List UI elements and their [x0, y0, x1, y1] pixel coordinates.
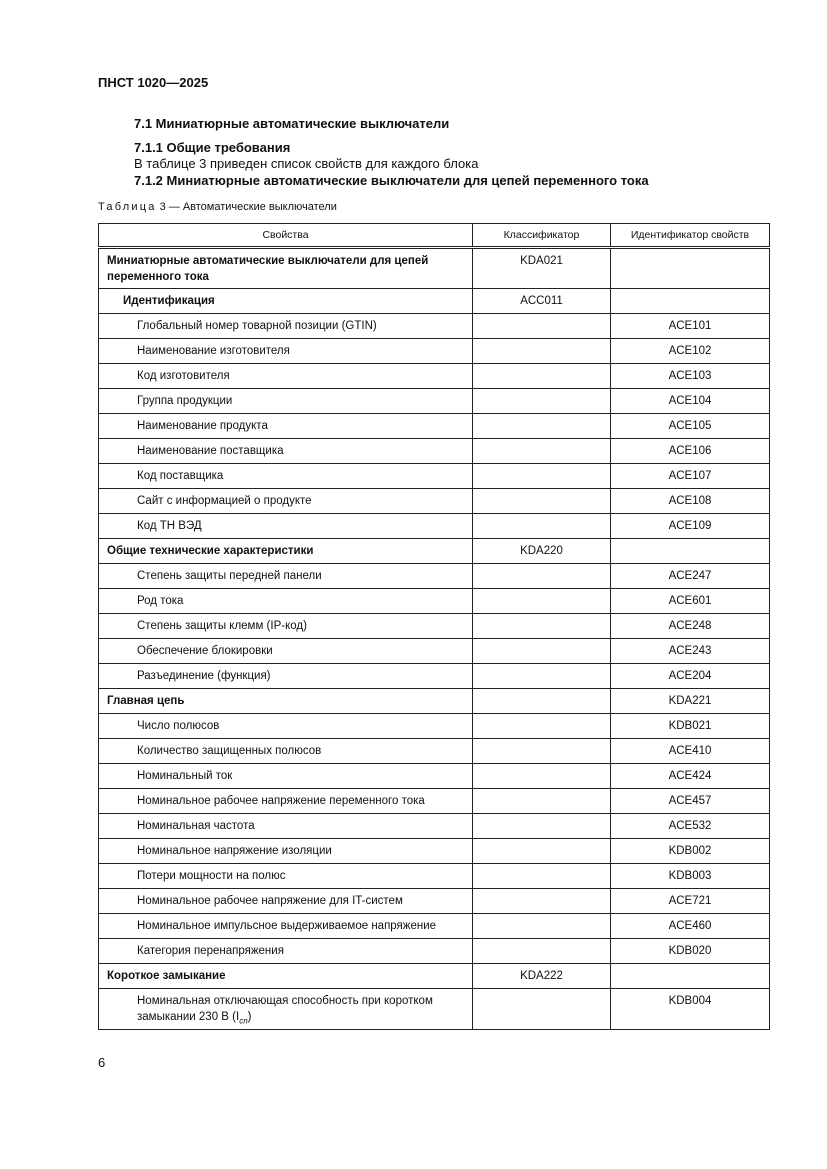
cell-classifier: [473, 514, 611, 539]
table-row: [99, 289, 770, 314]
property-label: Номинальная частота: [137, 820, 255, 832]
property-label: Код изготовителя: [137, 370, 230, 382]
property-label: Номинальное рабочее напряжение для IT-систем: [137, 895, 403, 907]
table-caption-title: 3 — Автоматические выключатели: [156, 201, 337, 213]
cell-property: [99, 589, 473, 614]
cell-classifier: KDA220: [473, 539, 611, 564]
cell-classifier: KDA021: [473, 248, 611, 289]
property-label: Код ТН ВЭД: [137, 520, 202, 532]
table-row: [99, 564, 770, 589]
table-row: [99, 639, 770, 664]
cell-identifier: ACE410: [611, 739, 770, 764]
cell-classifier: [473, 489, 611, 514]
cell-identifier: KDA221: [611, 689, 770, 714]
cell-classifier: [473, 639, 611, 664]
property-label: Номинальный ток: [137, 770, 233, 782]
property-label: Степень защиты передней панели: [137, 570, 322, 582]
cell-classifier: [473, 339, 611, 364]
cell-classifier: [473, 814, 611, 839]
cell-classifier: [473, 864, 611, 889]
cell-identifier: [611, 248, 770, 289]
cell-property: [99, 664, 473, 689]
table-row: [99, 248, 770, 289]
cell-classifier: ACC011: [473, 289, 611, 314]
cell-property: [99, 314, 473, 339]
cell-identifier: ACE460: [611, 914, 770, 939]
page-number: 6: [98, 1055, 106, 1070]
cell-identifier: ACE721: [611, 889, 770, 914]
table-row: [99, 364, 770, 389]
column-header-properties: Свойства: [99, 224, 473, 248]
cell-identifier: ACE105: [611, 414, 770, 439]
cell-classifier: [473, 389, 611, 414]
property-label: Потери мощности на полюс: [137, 870, 286, 882]
table-row: [99, 439, 770, 464]
cell-identifier: [611, 964, 770, 989]
property-label: Код поставщика: [137, 470, 224, 482]
property-label: Главная цепь: [107, 695, 185, 707]
cell-classifier: [473, 839, 611, 864]
table-row: [99, 864, 770, 889]
cell-classifier: [473, 989, 611, 1030]
property-label: Идентификация: [123, 295, 215, 307]
table-row: [99, 389, 770, 414]
table-row: [99, 714, 770, 739]
table-row: [99, 689, 770, 714]
cell-property: [99, 489, 473, 514]
property-label: Номинальное импульсное выдерживаемое напряжение: [137, 920, 437, 932]
property-label: Разъединение (функция): [137, 670, 271, 682]
table-row: [99, 839, 770, 864]
cell-classifier: [473, 889, 611, 914]
cell-identifier: ACE457: [611, 789, 770, 814]
table-row: [99, 789, 770, 814]
cell-identifier: ACE247: [611, 564, 770, 589]
property-label: Группа продукции: [137, 395, 233, 407]
table-row: [99, 464, 770, 489]
table-row: [99, 764, 770, 789]
property-label: Число полюсов: [137, 720, 220, 732]
cell-property: [99, 989, 473, 1030]
cell-identifier: [611, 289, 770, 314]
cell-property: [99, 889, 473, 914]
cell-classifier: [473, 764, 611, 789]
cell-property: [99, 514, 473, 539]
section-text-7-1-1: В таблице 3 приведен список свойств для каждого блока: [134, 156, 479, 171]
cell-classifier: [473, 714, 611, 739]
cell-property: [99, 464, 473, 489]
cell-classifier: [473, 564, 611, 589]
section-heading-7-1: 7.1 Миниатюрные автоматические выключатели: [134, 116, 450, 131]
table-row: [99, 989, 770, 1030]
table-row: [99, 739, 770, 764]
cell-identifier: [611, 539, 770, 564]
cell-classifier: [473, 314, 611, 339]
cell-property: [99, 248, 473, 289]
property-label: Наименование продукта: [137, 420, 268, 432]
cell-identifier: KDB020: [611, 939, 770, 964]
cell-classifier: [473, 414, 611, 439]
property-label: Номинальное напряжение изоляции: [137, 845, 332, 857]
cell-classifier: [473, 614, 611, 639]
cell-property: [99, 839, 473, 864]
cell-property: [99, 914, 473, 939]
property-label: Обеспечение блокировки: [137, 645, 273, 657]
table-row: [99, 614, 770, 639]
table-row: [99, 314, 770, 339]
cell-classifier: [473, 664, 611, 689]
table-row: [99, 964, 770, 989]
cell-property: [99, 414, 473, 439]
cell-identifier: ACE204: [611, 664, 770, 689]
section-heading-7-1-2: 7.1.2 Миниатюрные автоматические выключатели для цепей переменного тока: [134, 173, 649, 188]
cell-property: [99, 289, 473, 314]
cell-classifier: [473, 789, 611, 814]
cell-identifier: ACE102: [611, 339, 770, 364]
cell-identifier: ACE424: [611, 764, 770, 789]
cell-classifier: [473, 439, 611, 464]
table-row: [99, 414, 770, 439]
cell-identifier: ACE109: [611, 514, 770, 539]
cell-property: [99, 614, 473, 639]
cell-identifier: KDB004: [611, 989, 770, 1030]
cell-property: [99, 864, 473, 889]
table-row: [99, 889, 770, 914]
cell-property: [99, 639, 473, 664]
cell-property: [99, 539, 473, 564]
cell-classifier: [473, 464, 611, 489]
cell-identifier: ACE103: [611, 364, 770, 389]
properties-table: [98, 223, 770, 1030]
table-row: [99, 589, 770, 614]
cell-property: [99, 739, 473, 764]
table-row: [99, 339, 770, 364]
cell-property: [99, 714, 473, 739]
cell-property: [99, 339, 473, 364]
cell-identifier: ACE104: [611, 389, 770, 414]
property-label: Наименование поставщика: [137, 445, 284, 457]
cell-classifier: [473, 739, 611, 764]
property-label: Миниатюрные автоматические выключатели для цепей переменного тока: [107, 255, 429, 283]
table-caption-prefix: Таблица: [98, 201, 157, 213]
table-row: [99, 489, 770, 514]
property-label: Общие технические характеристики: [107, 545, 314, 557]
property-label: Род тока: [137, 595, 184, 607]
cell-property: [99, 389, 473, 414]
property-label: Номинальная отключающая способность при коротком замыкании 230 В (I: [137, 995, 433, 1023]
property-subscript: cn: [239, 1016, 248, 1026]
table-caption: [98, 201, 337, 213]
cell-identifier: KDB003: [611, 864, 770, 889]
property-label: Степень защиты клемм (IP-код): [137, 620, 307, 632]
table-row: [99, 814, 770, 839]
cell-identifier: ACE243: [611, 639, 770, 664]
cell-identifier: ACE101: [611, 314, 770, 339]
cell-identifier: ACE532: [611, 814, 770, 839]
property-label: Количество защищенных полюсов: [137, 745, 322, 757]
cell-property: [99, 564, 473, 589]
property-label: Наименование изготовителя: [137, 345, 290, 357]
cell-property: [99, 814, 473, 839]
table-row: [99, 514, 770, 539]
section-heading-7-1-1: 7.1.1 Общие требования: [134, 140, 291, 155]
column-header-identifier: Идентификатор свойств: [611, 224, 770, 248]
cell-property: [99, 964, 473, 989]
cell-identifier: ACE106: [611, 439, 770, 464]
cell-property: [99, 689, 473, 714]
cell-identifier: ACE107: [611, 464, 770, 489]
property-label: Глобальный номер товарной позиции (GTIN): [137, 320, 377, 332]
cell-identifier: ACE601: [611, 589, 770, 614]
column-header-classifier: Классификатор: [473, 224, 611, 248]
cell-identifier: ACE248: [611, 614, 770, 639]
cell-property: [99, 364, 473, 389]
table-row: [99, 664, 770, 689]
document-id: ПНСТ 1020—2025: [98, 75, 209, 90]
cell-classifier: [473, 364, 611, 389]
table-row: [99, 939, 770, 964]
cell-property: [99, 789, 473, 814]
cell-classifier: KDA222: [473, 964, 611, 989]
property-label: Сайт с информацией о продукте: [137, 495, 312, 507]
cell-identifier: KDB021: [611, 714, 770, 739]
cell-identifier: ACE108: [611, 489, 770, 514]
table-row: [99, 914, 770, 939]
cell-classifier: [473, 914, 611, 939]
table-body: [99, 248, 770, 1030]
cell-property: [99, 764, 473, 789]
table-row: [99, 539, 770, 564]
cell-property: [99, 439, 473, 464]
cell-identifier: KDB002: [611, 839, 770, 864]
cell-classifier: [473, 589, 611, 614]
property-label: Номинальное рабочее напряжение переменного тока: [137, 795, 425, 807]
cell-property: [99, 939, 473, 964]
property-suffix: ): [247, 1011, 252, 1023]
property-label: Короткое замыкание: [107, 970, 226, 982]
cell-classifier: [473, 939, 611, 964]
property-label: Категория перенапряжения: [137, 945, 284, 957]
table-header-row: [99, 224, 770, 248]
cell-classifier: [473, 689, 611, 714]
